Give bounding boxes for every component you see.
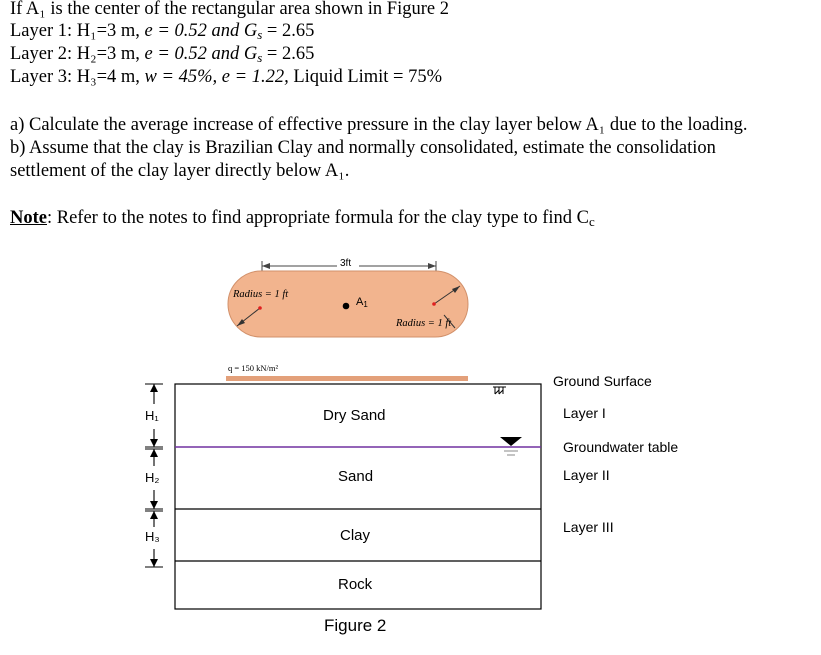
layer-3-h: H₃=4 m, — [76, 67, 140, 87]
point-a1-label — [356, 296, 368, 309]
point-a1-letter: A — [356, 296, 364, 308]
layer-dry-sand-label: Dry Sand — [323, 407, 386, 424]
ground-surface-label: Ground Surface — [553, 373, 652, 389]
layer-1-gs-sub: s — [257, 27, 263, 42]
layer-1-gs-val: = 2.65 — [262, 21, 315, 41]
dimension-arrow-left — [262, 263, 270, 269]
layer-2-gs-val: = 2.65 — [262, 44, 315, 64]
layer-1-props: e = 0.52 and G — [144, 21, 258, 41]
note-line — [10, 207, 595, 233]
layer-ii-label: Layer II — [563, 467, 610, 483]
layer-2-props: e = 0.52 and G — [144, 44, 258, 64]
ground-symbol — [493, 387, 506, 394]
question-b-line-1: b) Assume that the clay is Brazilian Clay and normally consolidated, estimate the consolidation — [10, 138, 716, 158]
layer-2-label: Layer 2: — [10, 44, 73, 64]
radius-right-label: Radius = 1 ft — [396, 318, 452, 329]
dimension-3ft-label: 3ft — [340, 258, 352, 269]
layer-2-gs-sub: s — [257, 50, 263, 65]
radius-left-center-dot — [258, 306, 262, 310]
figure-caption: Figure 2 — [324, 616, 387, 635]
figure-2-diagram — [0, 240, 821, 655]
layer-3-label: Layer 3: — [10, 67, 73, 87]
layer-3-liquid-limit: Liquid Limit = 75% — [293, 67, 443, 87]
h2-label: H₂ — [145, 470, 160, 485]
layer-2-h: H₂=3 m, — [76, 44, 140, 64]
layer-3-line — [10, 66, 442, 88]
layer-1-h: H₁=3 m, — [76, 21, 140, 41]
load-label: q = 150 kN/m² — [228, 363, 279, 373]
layer-1-label: Layer 1: — [10, 21, 73, 41]
radius-right-center-dot — [432, 302, 436, 306]
intro-text: If A₁ is the center of the rectangular area shown in Figure 2 — [10, 0, 449, 19]
point-a1-sub: 1 — [363, 300, 368, 309]
layer-iii-label: Layer III — [563, 519, 614, 535]
note-text: : Refer to the notes to find appropriate formula for the clay type to find C — [46, 208, 589, 228]
h1-label: H₁ — [145, 408, 159, 423]
layer-3-props: w = 45%, e = 1.22, — [144, 67, 289, 87]
note-sub: c — [588, 214, 595, 229]
layer-sand-label: Sand — [338, 468, 374, 485]
groundwater-triangle-icon — [500, 437, 522, 446]
layer-clay-label: Clay — [340, 527, 371, 544]
layer-i-label: Layer I — [563, 405, 606, 421]
note-label: Note — [10, 208, 47, 228]
h3-label: H₃ — [145, 529, 160, 544]
question-a: a) Calculate the average increase of effective pressure in the clay layer below A₁ due to the loading. — [10, 115, 748, 135]
groundwater-table-label: Groundwater table — [563, 439, 679, 455]
point-a1-dot — [343, 303, 350, 310]
load-bar — [226, 376, 468, 381]
dimension-arrow-right — [428, 263, 436, 269]
layer-rock-label: Rock — [338, 576, 373, 593]
radius-left-label: Radius = 1 ft — [233, 289, 289, 300]
question-b-line-2: settlement of the clay layer directly below A₁. — [10, 161, 350, 181]
